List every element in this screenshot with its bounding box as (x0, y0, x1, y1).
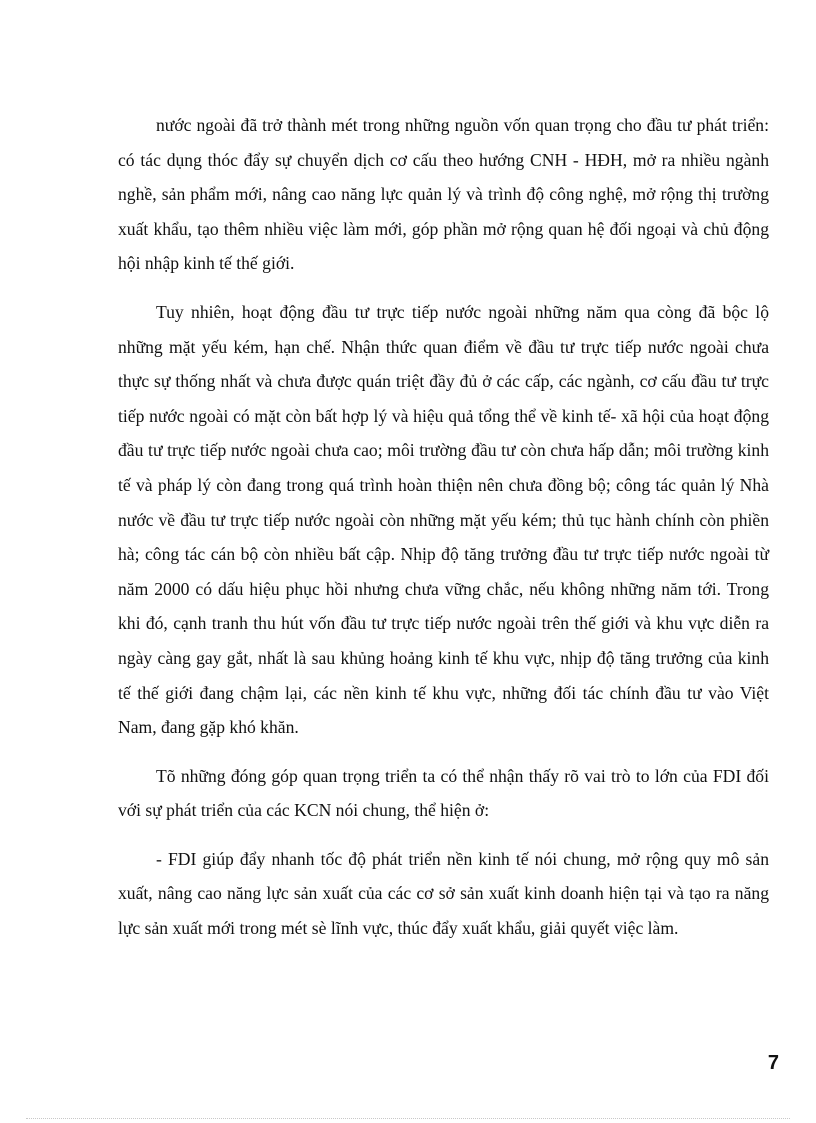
page-bottom-divider (26, 1118, 790, 1119)
paragraph-2: Tuy nhiên, hoạt động đầu tư trực tiếp nước ngoài những năm qua còng đã bộc lộ những mặt yếu kém, hạn chế. Nhận thức quan điểm về đầu tư trực tiếp nước ngoài chưa thực sự thống nhất và chưa được quán triệt đầy đủ ở các cấp, các ngành, cơ cấu đầu tư trực tiếp nước ngoài có mặt còn bất hợp lý và hiệu quả tổng thể về kinh tế- xã hội của hoạt động đầu tư trực tiếp nước ngoài chưa cao; môi trường đầu tư còn chưa hấp dẫn; môi trường kinh tế và pháp lý còn đang trong quá trình hoàn thiện nên chưa đồng bộ; công tác quản lý Nhà nước về đầu tư trực tiếp nước ngoài còn những mặt yếu kém; thủ tục hành chính còn phiền hà; công tác cán bộ còn nhiều bất cập. Nhịp độ tăng trưởng đầu tư trực tiếp nước ngoài từ năm 2000 có dấu hiệu phục hồi nhưng chưa vững chắc, nếu không những năm tới. Trong khi đó, cạnh tranh thu hút vốn đầu tư trực tiếp nước ngoài trên thế giới và khu vực diễn ra ngày càng gay gắt, nhất là sau khủng hoảng kinh tế khu vực, nhịp độ tăng trưởng của kinh tế thế giới đang chậm lại, các nền kinh tế khu vực, những đối tác chính đầu tư vào Việt Nam, đang gặp khó khăn. (118, 301, 769, 738)
paragraph-3: Tõ những đóng góp quan trọng triển ta có thể nhận thấy rõ vai trò to lớn của FDI đối với sự phát triển của các KCN nói chung, thể hiện ở: (118, 765, 769, 821)
body-text (118, 108, 769, 960)
paragraph-4: - FDI giúp đẩy nhanh tốc độ phát triển nền kinh tế nói chung, mở rộng quy mô sản xuất, nâng cao năng lực sản xuất của các cơ sở sản xuất kinh doanh hiện tại và tạo ra năng lực sản xuất mới trong mét sè lĩnh vực, thúc đẩy xuất khẩu, giải quyết việc làm. (118, 848, 769, 939)
paragraph-1: nước ngoài đã trở thành mét trong những nguồn vốn quan trọng cho đầu tư phát triển: có tác dụng thóc đẩy sự chuyển dịch cơ cấu theo hướng CNH - HĐH, mở ra nhiều ngành nghề, sản phẩm mới, nâng cao năng lực quản lý và trình độ công nghệ, mở rộng thị trường xuất khẩu, tạo thêm nhiều việc làm mới, góp phần mở rộng quan hệ đối ngoại và chủ động hội nhập kinh tế thế giới. (118, 115, 769, 274)
page-number: 7 (767, 1052, 779, 1074)
